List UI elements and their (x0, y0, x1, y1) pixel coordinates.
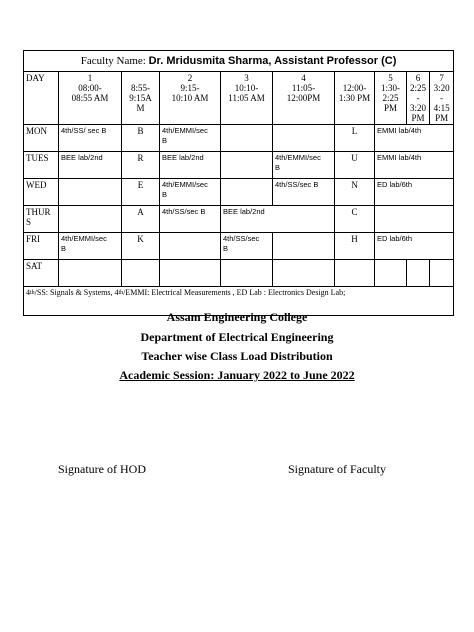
lunch-cell: U (335, 152, 375, 179)
cell (221, 125, 273, 152)
timetable (23, 50, 453, 316)
break-cell: K (122, 233, 160, 260)
cell (59, 260, 122, 287)
cell: BEE lab/2nd (59, 152, 122, 179)
break-cell: A (122, 206, 160, 233)
day-cell: TUES (24, 152, 59, 179)
row-wed (24, 179, 454, 206)
lunch-cell: L (335, 125, 375, 152)
cell: 4th/EMMI/sec B (160, 179, 221, 206)
faculty-label: Faculty Name: (80, 54, 149, 67)
break-cell: R (122, 152, 160, 179)
row-tues (24, 152, 454, 179)
day-cell: THUR S (24, 206, 59, 233)
document-title: Teacher wise Class Load Distribution (141, 349, 333, 363)
cell: 4th/EMMI/sec B (273, 152, 335, 179)
cell (59, 179, 122, 206)
cell: BEE lab/2nd (221, 206, 335, 233)
cell: BEE lab/2nd (160, 152, 221, 179)
row-mon (24, 125, 454, 152)
cell: EMMI lab/4th (375, 125, 454, 152)
cell (160, 260, 221, 287)
cell: 4th/SS/ sec B (59, 125, 122, 152)
cell (430, 260, 454, 287)
lunch-cell: C (335, 206, 375, 233)
department-name: Department of Electrical Engineering (140, 330, 334, 344)
header-lunch: 12:00- 1:30 PM (335, 72, 375, 125)
header-break: 8:55- 9:15A M (122, 72, 160, 125)
cell (221, 152, 273, 179)
signature-hod: Signature of HOD (58, 462, 146, 476)
row-sat (24, 260, 454, 287)
cell (375, 260, 407, 287)
cell: EMMI lab/4th (375, 152, 454, 179)
lunch-cell (335, 260, 375, 287)
row-thurs (24, 206, 454, 233)
college-name: Assam Engineering College (166, 310, 308, 324)
header-row (24, 72, 454, 125)
cell: 4th/SS/sec B (221, 233, 273, 260)
header-period-1: 1 08:00- 08:55 AM (59, 72, 122, 125)
day-cell: WED (24, 179, 59, 206)
header-period-4: 4 11:05- 12:00PM (273, 72, 335, 125)
faculty-name-value: Dr. Mridusmita Sharma, Assistant Professor (C) (148, 54, 397, 67)
cell: ED lab/6th (375, 233, 454, 260)
timetable-table (23, 50, 454, 316)
cell: 4th/EMMI/sec B (160, 125, 221, 152)
header-period-5: 5 1:30- 2:25 PM (375, 72, 407, 125)
header-period-7: 7 3:20 - 4:15 PM (430, 72, 454, 125)
header-period-2: 2 9:15- 10:10 AM (160, 72, 221, 125)
cell (273, 233, 335, 260)
break-cell: B (122, 125, 160, 152)
day-cell: SAT (24, 260, 59, 287)
cell (407, 260, 430, 287)
faculty-name (24, 51, 454, 72)
lunch-cell: H (335, 233, 375, 260)
cell: ED lab/6th (375, 179, 454, 206)
cell: 4th/SS/sec B (273, 179, 335, 206)
cell (375, 206, 454, 233)
cell (59, 206, 122, 233)
cell: 4th/EMMI/sec B (59, 233, 122, 260)
header-period-3: 3 10:10- 11:05 AM (221, 72, 273, 125)
cell: 4th/SS/sec B (160, 206, 221, 233)
cell (273, 260, 335, 287)
cell (273, 125, 335, 152)
cell (221, 260, 273, 287)
cell (221, 179, 273, 206)
legend-note: 4th/SS: Signals & Systems, 4th/EMMI: Electrical Measurements , ED Lab : Electronics Design Lab; (24, 287, 454, 316)
lunch-cell: N (335, 179, 375, 206)
day-cell: FRI (24, 233, 59, 260)
break-cell (122, 260, 160, 287)
cell (160, 233, 221, 260)
header-period-6: 6 2:25 - 3:20 PM (407, 72, 430, 125)
break-cell: E (122, 179, 160, 206)
row-fri (24, 233, 454, 260)
academic-session: Academic Session: January 2022 to June 2022 (119, 368, 355, 382)
day-cell: MON (24, 125, 59, 152)
header-day: DAY (24, 72, 59, 125)
signature-faculty: Signature of Faculty (288, 462, 386, 476)
